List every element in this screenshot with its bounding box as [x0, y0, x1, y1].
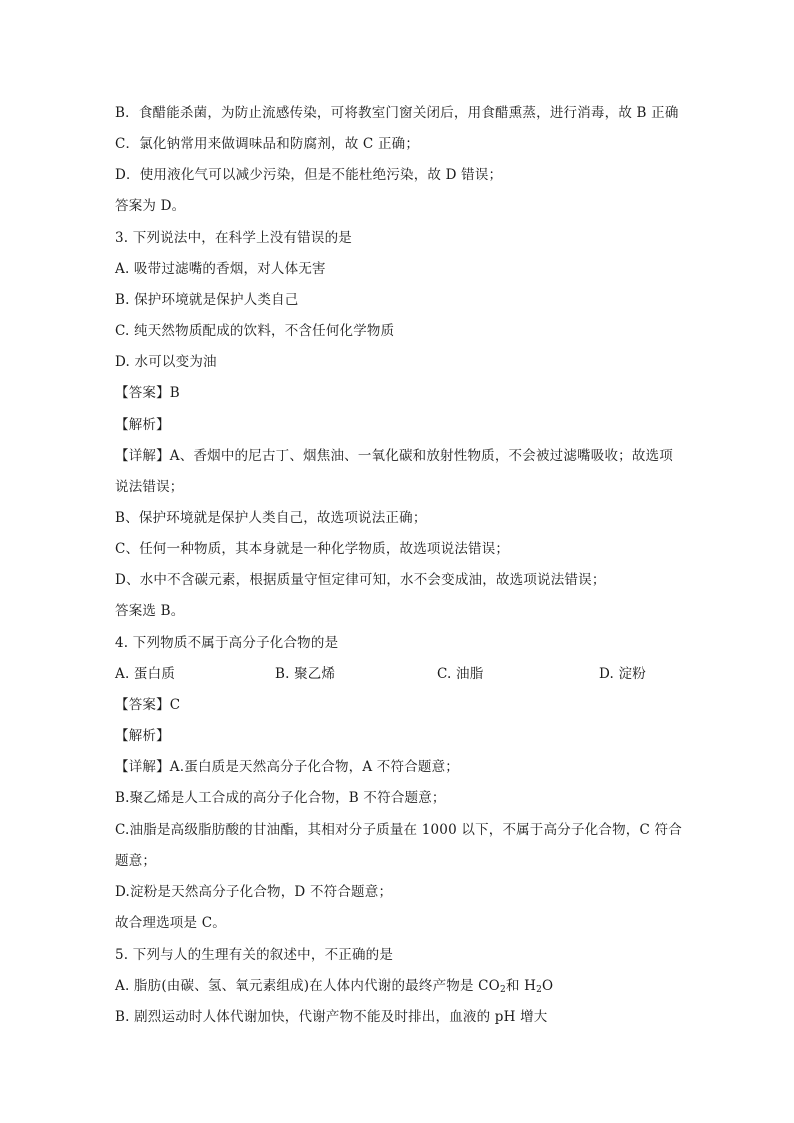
text-segment: O	[542, 978, 554, 994]
answer-label: 【答案】C	[115, 697, 181, 713]
analysis-label: 【解析】	[115, 728, 170, 744]
analysis-label: 【解析】	[115, 417, 170, 433]
text-line: 说法错误；	[115, 479, 184, 495]
text-line: 答案为 D。	[115, 198, 186, 214]
text-line: D.淀粉是天然高分子化合物，D 不符合题意；	[115, 884, 393, 900]
text-line: 题意；	[115, 853, 157, 869]
text-line: 故合理选项是 C。	[115, 915, 226, 931]
text-line: C.油脂是高级脂肪酸的甘油酯，其相对分子质量在 1000 以下，不属于高分子化合物，C 符合	[115, 822, 682, 838]
question-4-stem: 4. 下列物质不属于高分子化合物的是	[115, 635, 339, 651]
detail-text: 【详解】A、香烟中的尼古丁、烟焦油、一氧化碳和放射性物质，不会被过滤嘴吸收；故选项	[115, 448, 673, 464]
question-5-option-a	[115, 977, 553, 995]
text-line: C．氯化钠常用来做调味品和防腐剂，故 C 正确；	[115, 136, 420, 152]
question-3-option-a: A. 吸带过滤嘴的香烟，对人体无害	[115, 261, 326, 277]
question-4-option-d: D. 淀粉	[599, 666, 646, 682]
text-line: B.聚乙烯是人工合成的高分子化合物，B 不符合题意；	[115, 790, 446, 806]
text-line: 答案选 B。	[115, 603, 185, 619]
question-5-stem: 5. 下列与人的生理有关的叙述中，不正确的是	[115, 947, 394, 963]
question-4-option-b: B. 聚乙烯	[275, 666, 336, 682]
text-line: C、任何一种物质，其本身就是一种化学物质，故选项说法错误；	[115, 541, 510, 557]
text-line: B、保护环境就是保护人类自己，故选项说法正确；	[115, 510, 427, 526]
text-line: D．使用液化气可以减少污染，但是不能杜绝污染，故 D 错误；	[115, 167, 503, 183]
question-4-option-c: C. 油脂	[437, 666, 484, 682]
answer-label: 【答案】B	[115, 385, 180, 401]
text-line: B．食醋能杀菌，为防止流感传染，可将教室门窗关闭后，用食醋熏蒸，进行消毒，故 B 正确	[115, 105, 679, 121]
text-segment: 和 H	[505, 978, 537, 994]
question-5-option-b: B. 剧烈运动时人体代谢加快，代谢产物不能及时排出，血液的 pH 增大	[115, 1009, 548, 1025]
question-4-option-a: A. 蛋白质	[115, 666, 176, 682]
question-3-option-c: C. 纯天然物质配成的饮料，不含任何化学物质	[115, 323, 395, 339]
subscript: 2	[499, 985, 506, 995]
question-3-option-d: D. 水可以变为油	[115, 354, 217, 370]
question-3-stem: 3. 下列说法中，在科学上没有错误的是	[115, 230, 352, 246]
text-segment: A. 脂肪(由碳、氢、氧元素组成)在人体内代谢的最终产物是 CO	[115, 978, 500, 994]
question-3-option-b: B. 保护环境就是保护人类自己	[115, 292, 299, 308]
subscript: 2	[536, 985, 542, 995]
text-line: D、水中不含碳元素，根据质量守恒定律可知，水不会变成油，故选项说法错误；	[115, 572, 606, 588]
detail-text: 【详解】A.蛋白质是天然高分子化合物，A 不符合题意；	[115, 759, 459, 775]
